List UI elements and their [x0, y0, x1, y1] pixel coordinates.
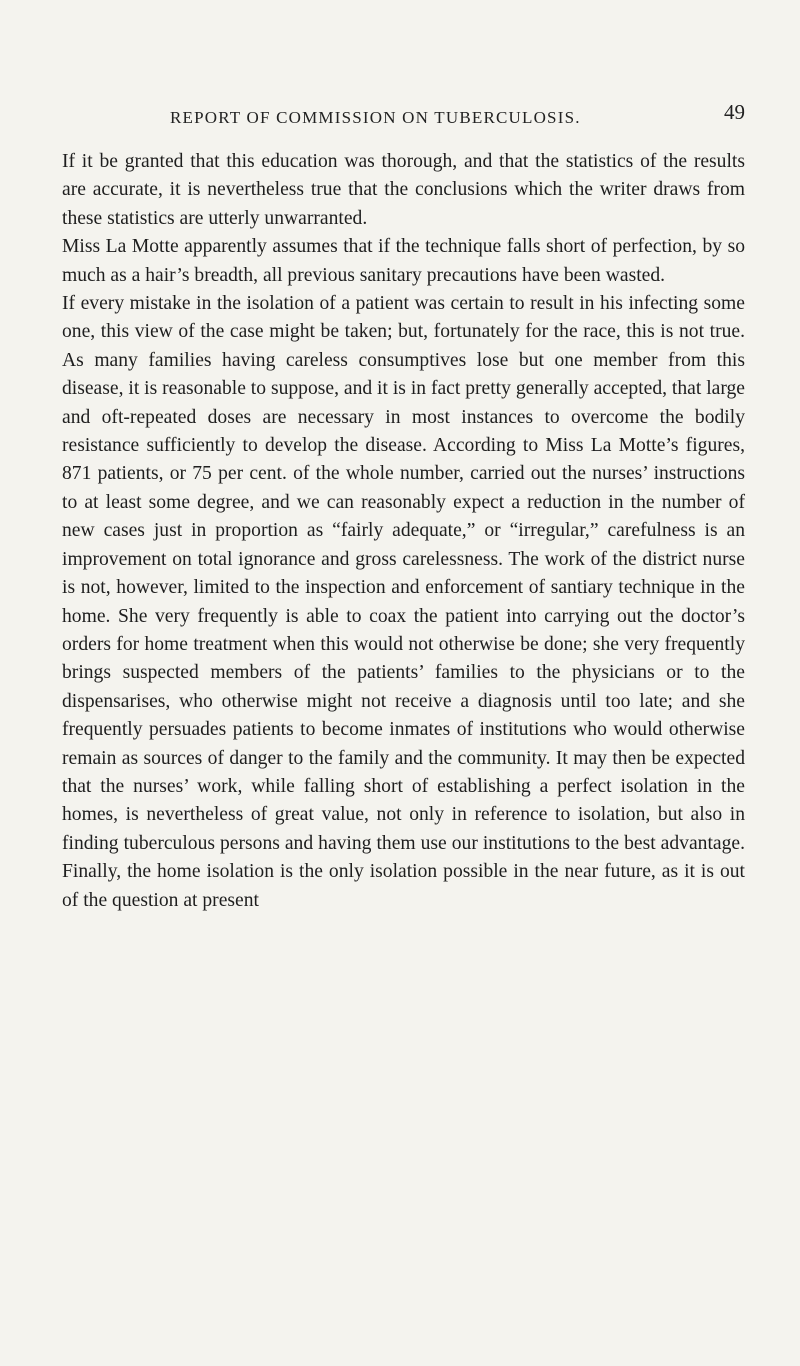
running-head [62, 100, 745, 132]
body-text [62, 148, 745, 915]
paragraph: If every mistake in the isolation of a patient was certain to result in his infecting some one, this view of the case might be taken; but, fortunately for the race, this is not true. As many families having careless consumptives lose but one member from this disease, it is reasonable to suppose, and it is in fact pretty generally accepted, that large and oft-repeated doses are necessary in most instances to overcome the bodily resistance sufficiently to develop the disease. According to Miss La Motte’s figures, 871 patients, or 75 per cent. of the whole number, carried out the nurses’ instructions to at least some degree, and we can reasonably expect a reduction in the number of new cases just in proportion as “fairly adequate,” or “irregular,” carefulness is an improvement on total ignorance and gross carelessness. The work of the district nurse is not, however, limited to the inspection and enforcement of santiary technique in the home. She very frequently is able to coax the patient into carrying out the doctor’s orders for home treatment when this would not otherwise be done; she very frequently brings suspected members of the patients’ families to the physicians or to the dispensarises, who otherwise might not receive a diagnosis until too late; and she frequently persuades patients to become inmates of institutions who would otherwise remain as sources of danger to the family and the community. It may then be expected that the nurses’ work, while falling short of establishing a perfect isolation in the homes, is nevertheless of great value, not only in reference to isolation, but also in finding tuberculous persons and having them use our institutions to the best advantage. Finally, the home isolation is the only isolation possible in the near future, as it is out of the question at present [62, 293, 746, 911]
paragraph: Miss La Motte apparently assumes that if the technique falls short of perfection, by so much as a hair’s breadth, all previous sanitary precautions have been wasted. [62, 236, 745, 286]
page-number: 49 [724, 100, 745, 124]
running-title: REPORT OF COMMISSION ON TUBERCULOSIS. [170, 108, 581, 127]
paragraph: If it be granted that this education was thorough, and that the statistics of the results are accurate, it is nevertheless true that the conclusions which the writer draws from these statistics are utterly unwarranted. [62, 151, 745, 229]
